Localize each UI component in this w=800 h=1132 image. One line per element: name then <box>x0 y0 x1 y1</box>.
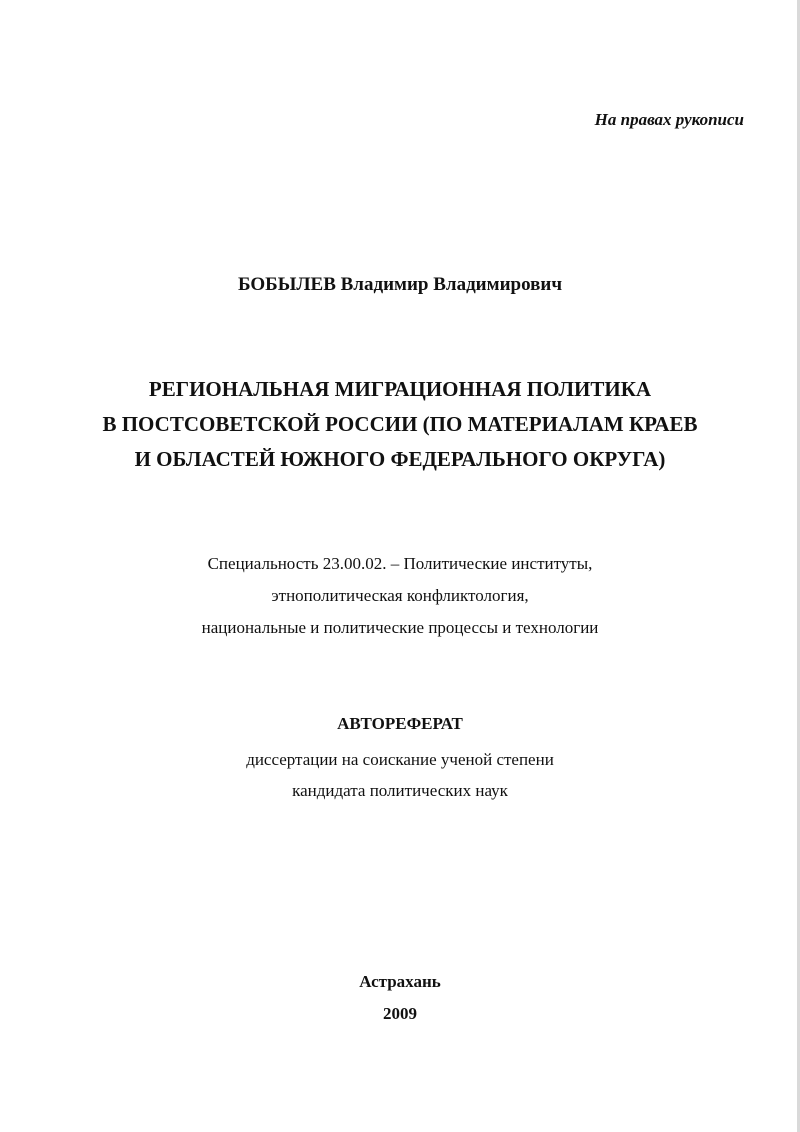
publication-year: 2009 <box>383 1004 417 1023</box>
abstract-heading: АВТОРЕФЕРАТ <box>337 714 463 733</box>
specialty-line: Специальность 23.00.02. – Политические институты, <box>207 554 593 573</box>
abstract-description <box>0 744 800 806</box>
author-name: БОБЫЛЕВ Владимир Владимирович <box>237 274 563 295</box>
manuscript-note: На правах рукописи <box>594 110 744 129</box>
abstract-line: диссертации на соискание ученой степени <box>246 750 554 769</box>
title-line: В ПОСТСОВЕТСКОЙ РОССИИ (ПО МАТЕРИАЛАМ КРАЕВ <box>102 412 698 436</box>
specialty-line: национальные и политические процессы и технологии <box>201 618 599 637</box>
title-line: РЕГИОНАЛЬНАЯ МИГРАЦИОННАЯ ПОЛИТИКА <box>148 377 652 401</box>
publication-city: Астрахань <box>359 972 441 991</box>
title-line: И ОБЛАСТЕЙ ЮЖНОГО ФЕДЕРАЛЬНОГО ОКРУГА) <box>134 447 666 471</box>
abstract-line: кандидата политических наук <box>292 781 508 800</box>
specialty-block <box>0 548 800 644</box>
dissertation-title <box>0 372 800 477</box>
specialty-line: этнополитическая конфликтология, <box>271 586 529 605</box>
